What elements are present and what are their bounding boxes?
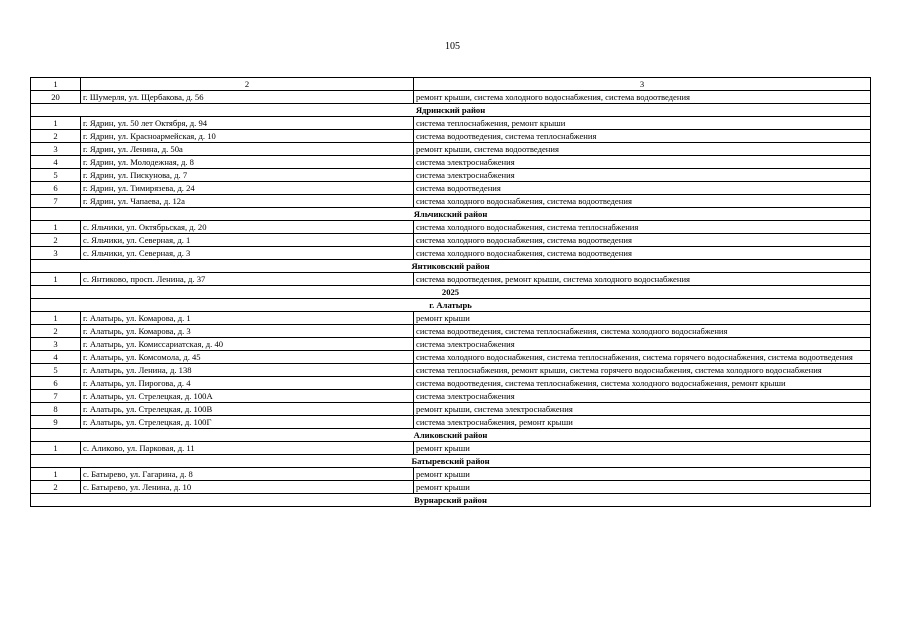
table-row [31,403,871,416]
row-number: 1 [31,312,81,325]
row-number: 7 [31,195,81,208]
row-work-types: ремонт крыши, система электроснабжения [414,403,871,416]
table-row [31,195,871,208]
row-number: 8 [31,403,81,416]
table-row [31,364,871,377]
row-address: с. Аликово, ул. Парковая, д. 11 [81,442,414,455]
row-address: г. Ядрин, ул. Ленина, д. 50а [81,143,414,156]
row-number: 1 [31,273,81,286]
table-row [31,481,871,494]
table-row [31,312,871,325]
section-header-row [31,286,871,299]
row-work-types: система водоотведения, система теплоснабжения [414,130,871,143]
table-row [31,234,871,247]
row-address: с. Янтиково, просп. Ленина, д. 37 [81,273,414,286]
section-title: 2025 [31,286,871,299]
row-address: г. Ядрин, ул. Молодежная, д. 8 [81,156,414,169]
row-work-types: система электроснабжения, ремонт крыши [414,416,871,429]
column-number-1: 1 [31,78,81,91]
row-number: 3 [31,338,81,351]
row-work-types: система водоотведения, система теплоснабжения, система холодного водоснабжения [414,325,871,338]
row-work-types: система водоотведения, ремонт крыши, система холодного водоснабжения [414,273,871,286]
column-number-row [31,78,871,91]
row-number: 3 [31,247,81,260]
section-header-row [31,429,871,442]
row-work-types: ремонт крыши, система холодного водоснабжения, система водоотведения [414,91,871,104]
table-row [31,338,871,351]
row-address: г. Алатырь, ул. Пирогова, д. 4 [81,377,414,390]
row-number: 1 [31,468,81,481]
address-program-table [30,77,871,507]
row-address: г. Алатырь, ул. Комарова, д. 1 [81,312,414,325]
row-work-types: система теплоснабжения, ремонт крыши, система горячего водоснабжения, система холодного водоснабжения [414,364,871,377]
row-number: 5 [31,364,81,377]
table-row [31,156,871,169]
row-address: г. Ядрин, ул. Чапаева, д. 12а [81,195,414,208]
column-number-3: 3 [414,78,871,91]
row-work-types: система теплоснабжения, ремонт крыши [414,117,871,130]
row-number: 2 [31,325,81,338]
table-row [31,442,871,455]
section-title: г. Алатырь [31,299,871,312]
table-row [31,468,871,481]
section-header-row [31,260,871,273]
table-row [31,390,871,403]
section-title: Вурнарский район [31,494,871,507]
table-row [31,91,871,104]
table-row [31,143,871,156]
row-number: 6 [31,377,81,390]
section-title: Аликовский район [31,429,871,442]
row-address: г. Шумерля, ул. Щербакова, д. 56 [81,91,414,104]
row-address: с. Батырево, ул. Гагарина, д. 8 [81,468,414,481]
page-number: 105 [445,41,460,52]
row-work-types: система холодного водоснабжения, система теплоснабжения [414,221,871,234]
row-address: г. Алатырь, ул. Стрелецкая, д. 100Г [81,416,414,429]
row-number: 4 [31,351,81,364]
row-work-types: система водоотведения, система теплоснабжения, система холодного водоснабжения, ремонт крыши [414,377,871,390]
row-work-types: ремонт крыши [414,481,871,494]
row-number: 2 [31,130,81,143]
row-work-types: система электроснабжения [414,169,871,182]
row-address: с. Яльчики, ул. Северная, д. 1 [81,234,414,247]
table-row [31,117,871,130]
row-address: г. Ядрин, ул. Тимирязева, д. 24 [81,182,414,195]
row-number: 6 [31,182,81,195]
row-number: 9 [31,416,81,429]
row-number: 2 [31,234,81,247]
section-header-row [31,208,871,221]
section-title: Яльчикский район [31,208,871,221]
table-row [31,416,871,429]
row-number: 3 [31,143,81,156]
section-header-row [31,299,871,312]
row-address: г. Алатырь, ул. Ленина, д. 138 [81,364,414,377]
section-title: Ядринский район [31,104,871,117]
row-work-types: система электроснабжения [414,156,871,169]
section-header-row [31,104,871,117]
row-work-types: ремонт крыши [414,442,871,455]
table-row [31,377,871,390]
row-work-types: система водоотведения [414,182,871,195]
row-address: с. Яльчики, ул. Октябрьская, д. 20 [81,221,414,234]
row-address: г. Алатырь, ул. Комсомола, д. 45 [81,351,414,364]
table-body [31,78,871,507]
row-address: г. Ядрин, ул. Пискунова, д. 7 [81,169,414,182]
row-address: г. Алатырь, ул. Комиссариатская, д. 40 [81,338,414,351]
table-row [31,130,871,143]
row-address: г. Ядрин, ул. Красноармейская, д. 10 [81,130,414,143]
row-address: г. Алатырь, ул. Комарова, д. 3 [81,325,414,338]
row-number: 20 [31,91,81,104]
row-address: г. Ядрин, ул. 50 лет Октября, д. 94 [81,117,414,130]
row-work-types: ремонт крыши [414,312,871,325]
table-row [31,273,871,286]
section-title: Батыревский район [31,455,871,468]
table-row [31,351,871,364]
row-number: 7 [31,390,81,403]
row-number: 5 [31,169,81,182]
row-address: с. Батырево, ул. Ленина, д. 10 [81,481,414,494]
row-number: 1 [31,442,81,455]
section-header-row [31,494,871,507]
row-work-types: система электроснабжения [414,390,871,403]
section-title: Янтиковский район [31,260,871,273]
section-header-row [31,455,871,468]
row-work-types: система электроснабжения [414,338,871,351]
table-row [31,182,871,195]
row-work-types: система холодного водоснабжения, система теплоснабжения, система горячего водоснабжения, система водоотведения [414,351,871,364]
table-row [31,247,871,260]
row-number: 2 [31,481,81,494]
row-address: г. Алатырь, ул. Стрелецкая, д. 100А [81,390,414,403]
row-work-types: система холодного водоснабжения, система водоотведения [414,234,871,247]
table-row [31,221,871,234]
row-work-types: система холодного водоснабжения, система водоотведения [414,247,871,260]
row-work-types: ремонт крыши [414,468,871,481]
row-number: 1 [31,117,81,130]
row-work-types: система холодного водоснабжения, система водоотведения [414,195,871,208]
table-row [31,325,871,338]
table-row [31,169,871,182]
row-number: 4 [31,156,81,169]
row-address: г. Алатырь, ул. Стрелецкая, д. 100В [81,403,414,416]
row-work-types: ремонт крыши, система водоотведения [414,143,871,156]
column-number-2: 2 [81,78,414,91]
row-number: 1 [31,221,81,234]
row-address: с. Яльчики, ул. Северная, д. 3 [81,247,414,260]
